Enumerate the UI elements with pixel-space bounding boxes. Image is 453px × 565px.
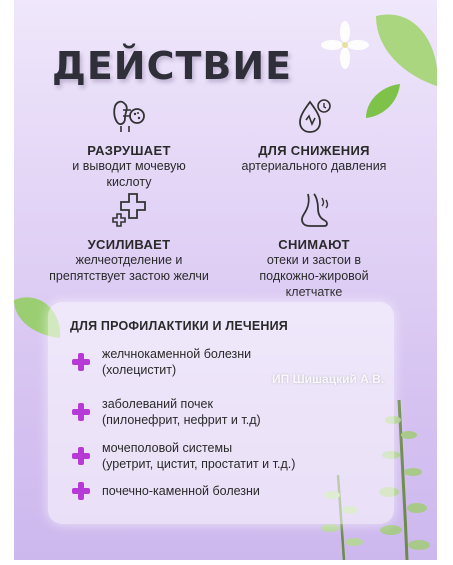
feature-heading: РАЗРУШАЕТ [87,143,171,158]
feature-heading: ДЛЯ СНИЖЕНИЯ [258,143,370,158]
swelling-leg-icon [294,190,334,230]
feature-text: отеки и застои в подкожно-жировой клетчатке [259,253,369,299]
list-item-text: мочеполовой системы (уретрит, цистит, простатит и т.д.) [102,441,296,471]
medical-cross-icon [109,190,149,230]
feature-text: желчеотделение и препятствует застою желчи [49,253,209,283]
list-item-text: желчнокаменной болезни (холецистит) [102,347,252,377]
list-item [72,482,260,500]
watermark: ИП Шишацкий А.В. [272,372,385,386]
plus-icon [72,403,90,421]
page-title: ДЕЙСТВИЕ [52,44,293,88]
list-item [72,396,261,428]
feature-heading: УСИЛИВАЕТ [87,237,171,252]
feature-lowers-pressure [224,96,404,174]
product-infographic [14,0,437,560]
plus-icon [72,482,90,500]
flower-decoration [320,20,370,70]
prevention-panel [48,302,394,524]
feature-enhances-bile [34,190,224,284]
list-item-text: почечно-каменной болезни [102,484,260,498]
plus-icon [72,353,90,371]
feature-destroys-uric-acid [54,96,204,190]
feature-text: артериального давления [241,159,387,173]
feature-text: и выводит мочевую кислоту [72,159,186,189]
plus-icon [72,447,90,465]
leaf-decoration-top-right [366,6,437,86]
list-item [72,346,251,378]
blood-pressure-icon [294,96,334,136]
list-item [72,440,295,472]
feature-relieves-edema [234,190,394,300]
list-item-text: заболеваний почек (пилонефрит, нефрит и т.д) [102,397,261,427]
feature-heading: СНИМАЮТ [278,237,350,252]
kidney-icon [109,96,149,136]
panel-title: ДЛЯ ПРОФИЛАКТИКИ И ЛЕЧЕНИЯ [70,319,288,333]
